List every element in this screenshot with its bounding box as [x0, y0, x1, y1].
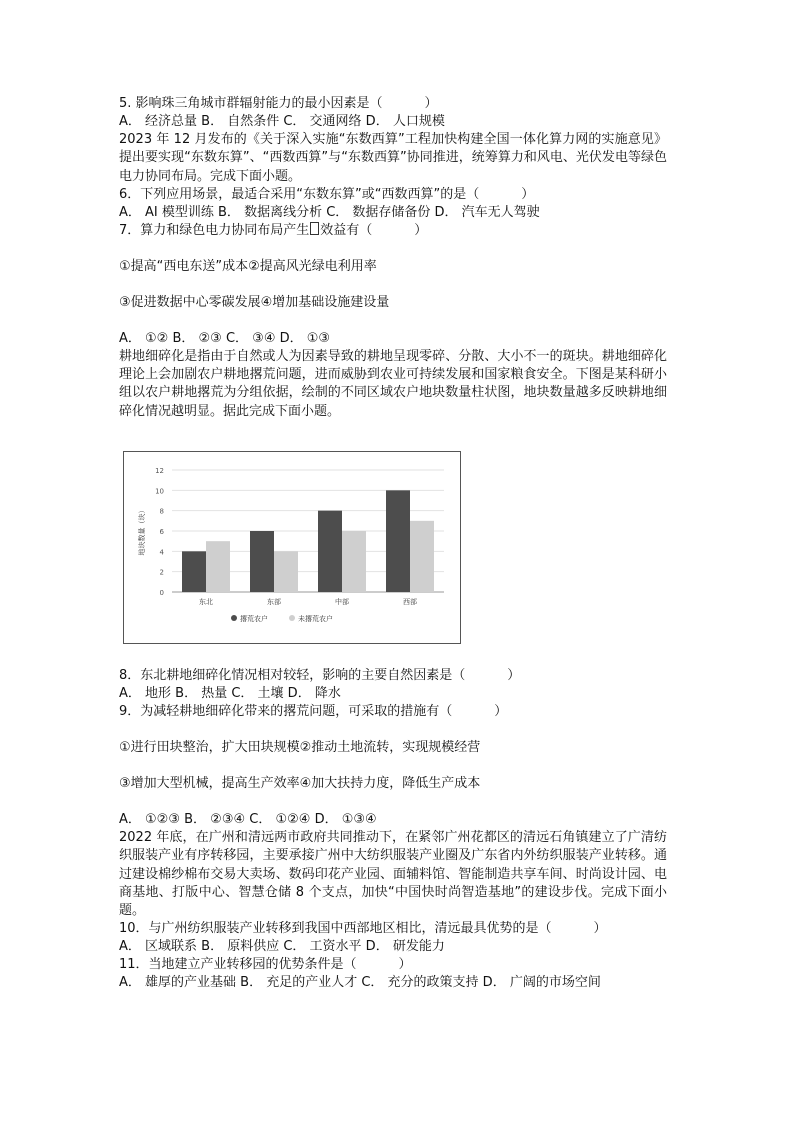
bar-chart-plot-count	[123, 451, 461, 644]
question-5-stem: 5. 影响珠三角城市群辐射能力的最小因素是（ ）	[119, 96, 438, 111]
question-7-options: A． ①② B． ②③ C． ③④ D． ①③	[119, 330, 331, 346]
bar-0-0	[182, 551, 206, 592]
y-tick-label: 12	[155, 467, 164, 475]
x-tick-label: 西部	[403, 598, 417, 606]
y-tick-label: 6	[159, 528, 164, 536]
bar-chart-svg	[124, 452, 460, 643]
question-7-stem: 7．算力和绿色电力协同布局产生 效益有（ ）	[119, 222, 428, 238]
question-8-options: A． 地形 B． 热量 C． 土壤 D． 降水	[119, 686, 341, 701]
passage-farmland-fragmentation: 耕地细碎化是指由于自然或人为因素导致的耕地呈现零碎、分散、大小不一的斑块。耕地细碎化理论上会加剧农户耕地撂荒问题，进而威胁到农业可持续发展和国家粮食安全。下图是某科研小组以农户耕地撂荒为分组依据，绘制的不同区域农户地块数量柱状图，地块数量越多反映耕地细碎化情况越明显。据此完成下面小题。	[119, 348, 667, 419]
passage-east-data-west-computing: 2023 年 12 月发布的《关于深入实施“东数西算”工程加快构建全国一体化算力网的实施意见》提出要实现“东数东算”、“西数西算”与“东数西算”协同推进，统筹算力和风电、光伏发电等绿色电力协同布局。完成下面小题。	[119, 132, 667, 184]
bar-1-2	[342, 531, 366, 592]
question-9-stem: 9．为减轻耕地细碎化带来的撂荒问题，可采取的措施有（ ）	[119, 704, 508, 719]
question-9-item-2: ③增加大型机械，提高生产效率④加大扶持力度，降低生产成本	[119, 776, 481, 791]
question-11-stem: 11．当地建立产业转移园的优势条件是（ ）	[119, 957, 412, 973]
legend-label: 未撂荒农户	[298, 615, 333, 623]
question-10-options: A． 区域联系 B． 原料供应 C． 工资水平 D． 研发能力	[119, 939, 445, 955]
x-tick-label: 中部	[335, 598, 349, 606]
question-10-stem: 10．与广州纺织服装产业转移到我国中西部地区相比，清远最具优势的是（ ）	[119, 921, 607, 937]
y-axis-label: 地块数量（块）	[138, 506, 146, 556]
y-tick-label: 10	[155, 487, 164, 496]
question-6-stem: 6．下列应用场景，最适合采用“东数东算”或“西数西算”的是（ ）	[119, 186, 535, 202]
x-tick-label: 东部	[267, 598, 281, 606]
bar-0-1	[250, 531, 274, 592]
upper-text	[119, 95, 679, 421]
y-tick-label: 4	[159, 548, 164, 557]
bar-1-1	[274, 551, 298, 592]
passage-textile-industry-transfer: 2022 年底，在广州和清远两市政府共同推动下，在紧邻广州花都区的清远石角镇建立了广清纺织服装产业有序转移园，主要承接广州中大纺织服装产业圈及广东省内外纺织服装产业转移。通过建设棉纱棉布交易大卖场、数码印花产业园、面辅料馆、智能制造共享车间、时尚设计园、电商基地、打版中心、智慧仓储 8 个支点，加快“中国快时尚智造基地”的建设步伐。完成下面小题。	[119, 830, 667, 919]
question-9-options: A． ①②③ B． ②③④ C． ①②④ D． ①③④	[119, 812, 377, 827]
question-5-options: A． 经济总量 B． 自然条件 C． 交通网络 D． 人口规模	[119, 114, 445, 129]
bar-0-3	[386, 490, 410, 592]
y-tick-label: 8	[159, 507, 164, 516]
lower-text	[119, 667, 679, 992]
bar-1-0	[206, 541, 230, 592]
question-7-item-1: ①提高“西电东送”成本②提高风光绿电利用率	[119, 258, 377, 274]
y-tick-label: 0	[159, 589, 164, 597]
question-6-options: A． AI 模型训练 B． 数据离线分析 C． 数据存储备份 D． 汽车无人驾驶	[119, 204, 540, 220]
y-tick-label: 2	[159, 568, 164, 577]
question-8-stem: 8．东北耕地细碎化情况相对较轻，影响的主要自然因素是（ ）	[119, 668, 521, 683]
question-9-item-1: ①进行田块整治，扩大田块规模②推动土地流转，实现规模经营	[119, 740, 481, 755]
x-tick-label: 东北	[199, 598, 213, 606]
legend-marker	[231, 615, 237, 621]
legend-marker	[289, 615, 295, 621]
legend-label: 撂荒农户	[240, 615, 268, 623]
bar-1-3	[410, 521, 434, 592]
question-7-item-2: ③促进数据中心零碳发展④增加基础设施建设量	[119, 294, 390, 310]
question-11-options: A． 雄厚的产业基础 B． 充足的产业人才 C． 充分的政策支持 D． 广阔的市场空间	[119, 975, 601, 991]
missing-glyph-box	[310, 222, 319, 235]
bar-0-2	[318, 511, 342, 592]
